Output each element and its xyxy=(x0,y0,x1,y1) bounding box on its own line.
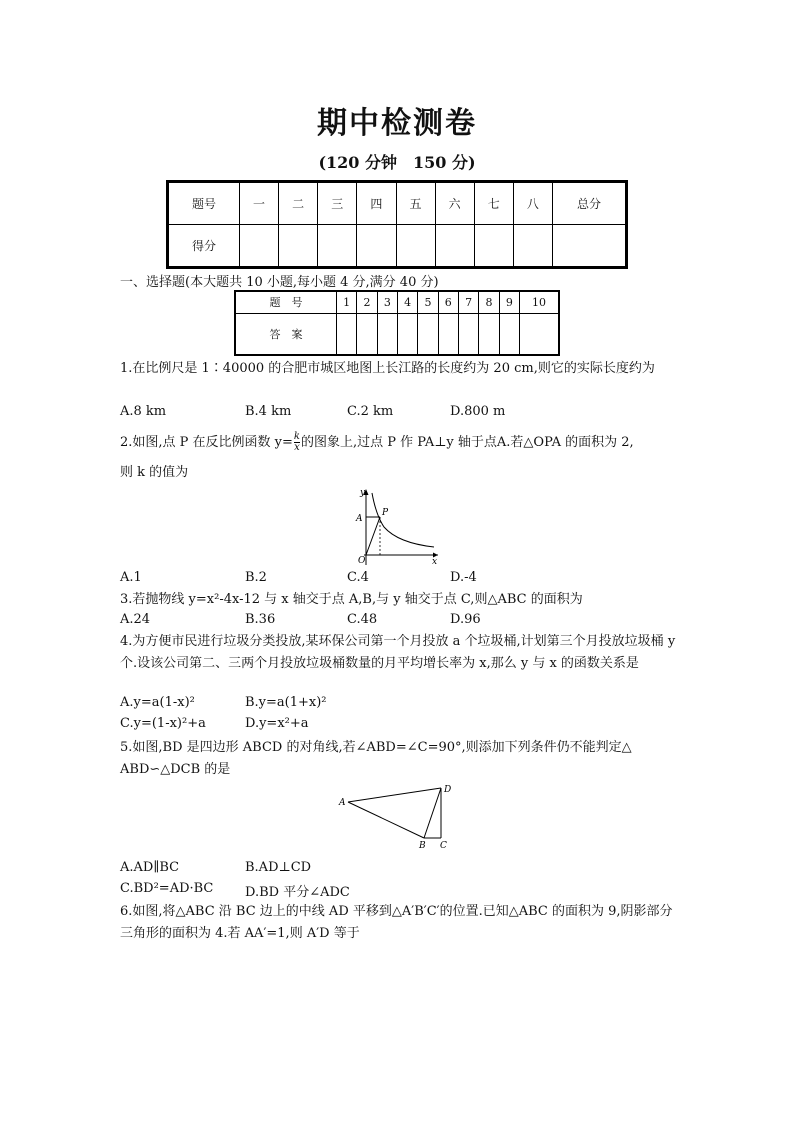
score-head-6: 六 xyxy=(435,182,474,225)
question-5-text: 5.如图,BD 是四边形 ABCD 的对角线,若∠ABD=∠C=90°,则添加下列条件仍不能判定△ xyxy=(120,740,632,755)
fig2-label-o: O xyxy=(358,556,366,566)
q5-option-b: B.AD⊥CD xyxy=(245,860,312,875)
question-1-text: 1.在比例尺是 1∶40000 的合肥市城区地图上长江路的长度约为 20 cm,则它的实际长度约为 xyxy=(120,361,655,376)
q3-option-a: A.24 xyxy=(120,612,151,627)
q4-option-b: B.y=a(1+x)² xyxy=(245,695,327,710)
answer-cell[interactable] xyxy=(357,313,377,355)
q2-option-b: B.2 xyxy=(245,570,267,585)
score-head-7: 七 xyxy=(474,182,513,225)
score-cell[interactable] xyxy=(396,225,435,268)
answer-num: 4 xyxy=(397,291,417,313)
score-head-total: 总分 xyxy=(553,182,627,225)
score-table xyxy=(166,180,628,269)
answer-num: 2 xyxy=(357,291,377,313)
question-3-text: 3.若抛物线 y=x²-4x-12 与 x 轴交于点 A,B,与 y 轴交于点 C,则△ABC 的面积为 xyxy=(120,592,583,607)
q1-option-d: D.800 m xyxy=(450,404,506,419)
score-head-2: 二 xyxy=(279,182,318,225)
q3-option-b: B.36 xyxy=(245,612,276,627)
score-cell[interactable] xyxy=(513,225,552,268)
score-head-5: 五 xyxy=(396,182,435,225)
fig5-label-b: B xyxy=(419,841,426,851)
answer-cell[interactable] xyxy=(337,313,357,355)
score-cell[interactable] xyxy=(435,225,474,268)
q2-option-c: C.4 xyxy=(347,570,369,585)
q3-option-d: D.96 xyxy=(450,612,481,627)
section-1-title: 一、选择题(本大题共 10 小题,每小题 4 分,满分 40 分) xyxy=(120,275,439,290)
score-cell[interactable] xyxy=(279,225,318,268)
score-cell[interactable] xyxy=(357,225,396,268)
q3-option-c: C.48 xyxy=(347,612,378,627)
q2-option-a: A.1 xyxy=(120,570,142,585)
q1-option-b: B.4 km xyxy=(245,404,292,419)
q5-figure xyxy=(336,782,461,854)
score-cell-total[interactable] xyxy=(553,225,627,268)
question-5-text-b: ABD∽△DCB 的是 xyxy=(120,762,231,777)
answer-row-label: 答 案 xyxy=(235,313,337,355)
answer-num: 1 xyxy=(337,291,357,313)
score-cell[interactable] xyxy=(318,225,357,268)
question-6-text: 6.如图,将△ABC 沿 BC 边上的中线 AD 平移到△A′B′C′的位置.已知△ABC 的面积为 9,阴影部分三角形的面积为 4.若 AA′=1,则 A′D 等于 xyxy=(120,904,673,941)
q1-option-a: A.8 km xyxy=(120,404,167,419)
answer-head-label: 题 号 xyxy=(235,291,337,313)
answer-num: 5 xyxy=(418,291,438,313)
answer-cell[interactable] xyxy=(458,313,478,355)
q2-figure xyxy=(350,485,445,567)
fig2-label-y: y xyxy=(360,488,366,498)
q2-fraction: $\frac{k}{x}$ xyxy=(293,431,300,453)
q2-text-c: 则 k 的值为 xyxy=(120,465,189,480)
fig2-label-a: A xyxy=(356,514,363,524)
answer-num: 10 xyxy=(520,291,560,313)
q1-option-c: C.2 km xyxy=(347,404,394,419)
q2-option-d: D.-4 xyxy=(450,570,477,585)
fig5-label-d: D xyxy=(444,785,452,795)
score-row-label: 得分 xyxy=(168,225,240,268)
answer-cell[interactable] xyxy=(377,313,397,355)
score-head-4: 四 xyxy=(357,182,396,225)
q2-text-b: 的图象上,过点 P 作 PA⊥y 轴于点A.若△OPA 的面积为 2, xyxy=(300,435,634,450)
page-title: 期中检测卷 xyxy=(317,106,477,141)
q4-option-a: A.y=a(1-x)² xyxy=(120,695,195,710)
answer-cell[interactable] xyxy=(397,313,417,355)
page-subtitle: (120 分钟 150 分) xyxy=(318,153,476,172)
answer-cell[interactable] xyxy=(479,313,499,355)
q2-text-a: 2.如图,点 P 在反比例函数 y= xyxy=(120,435,293,450)
score-head-1: 一 xyxy=(240,182,279,225)
fig5-label-a: A xyxy=(339,798,346,808)
q5-option-a: A.AD∥BC xyxy=(120,860,180,875)
answer-cell[interactable] xyxy=(418,313,438,355)
answer-cell[interactable] xyxy=(520,313,560,355)
answer-num: 3 xyxy=(377,291,397,313)
answer-num: 7 xyxy=(458,291,478,313)
q4-option-d: D.y=x²+a xyxy=(245,716,309,731)
q5-option-c: C.BD²=AD·BC xyxy=(120,881,214,896)
score-head-label: 题号 xyxy=(168,182,240,225)
question-2-text xyxy=(120,432,680,454)
q4-option-c: C.y=(1-x)²+a xyxy=(120,716,206,731)
score-head-3: 三 xyxy=(318,182,357,225)
score-cell[interactable] xyxy=(240,225,279,268)
fig2-label-p: P xyxy=(382,508,389,518)
answer-cell[interactable] xyxy=(499,313,519,355)
fig2-label-x: x xyxy=(432,557,438,567)
answer-num: 6 xyxy=(438,291,458,313)
fig5-label-c: C xyxy=(440,841,447,851)
q5-option-d: D.BD 平分∠ADC xyxy=(245,885,350,900)
answer-num: 8 xyxy=(479,291,499,313)
answer-num: 9 xyxy=(499,291,519,313)
question-4-text: 4.为方便市民进行垃圾分类投放,某环保公司第一个月投放 a 个垃圾桶,计划第三个月投放垃圾桶 y 个.设该公司第二、三两个月投放垃圾桶数量的月平均增长率为 x,那么 y 与 x 的函数关系是 xyxy=(120,634,676,671)
answer-cell[interactable] xyxy=(438,313,458,355)
answer-table xyxy=(234,290,560,356)
score-head-8: 八 xyxy=(513,182,552,225)
score-cell[interactable] xyxy=(474,225,513,268)
